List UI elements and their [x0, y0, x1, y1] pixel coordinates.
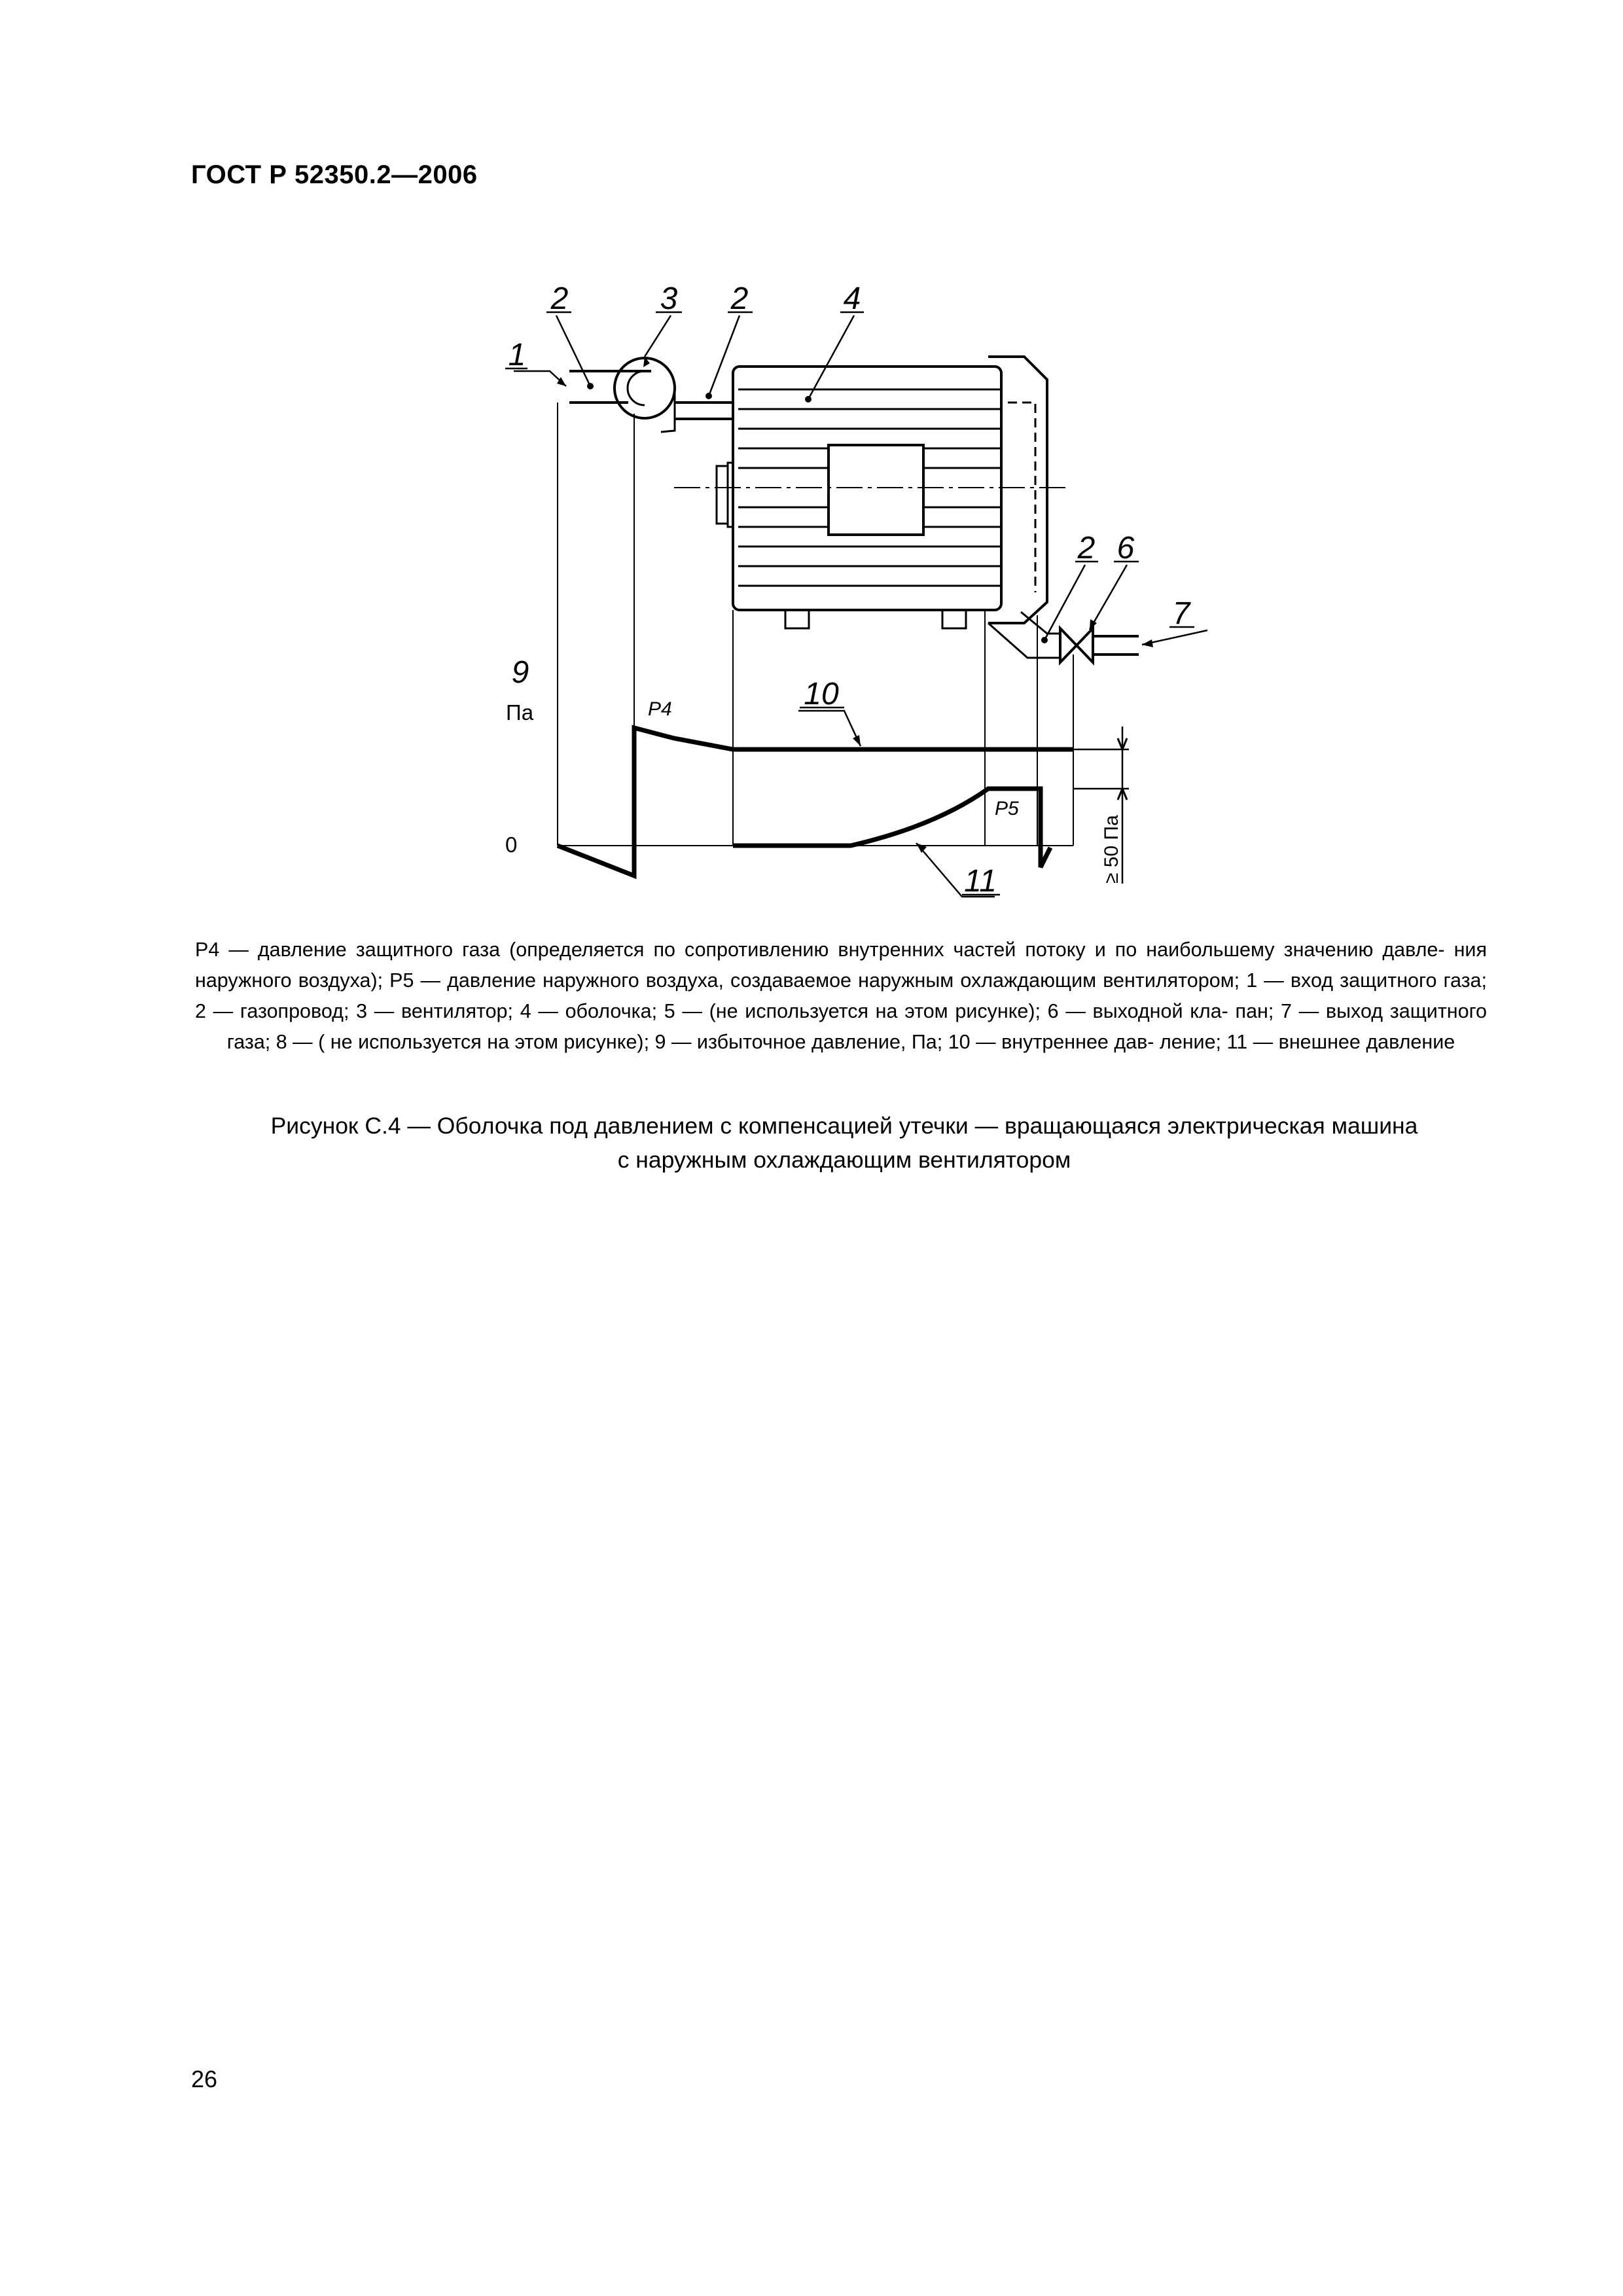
axis-unit-label: Па	[506, 700, 534, 725]
terminal-box	[829, 445, 923, 535]
dimension-label: ≥ 50 Па	[1101, 815, 1122, 884]
legend-line: P4 — давление защитного газа (определяется по сопротивлению внутренних частей потоку и по наибольшему значению давле-	[195, 939, 1445, 961]
outlet-pipe-end	[1093, 636, 1139, 655]
label-1: 1	[508, 338, 526, 372]
feet	[785, 610, 966, 628]
label-9: 9	[511, 655, 529, 690]
caption-line-2: с наружным охлаждающим вентилятором	[617, 1147, 1071, 1173]
leader-2a	[556, 315, 590, 386]
pipe-to-enclosure	[675, 403, 733, 419]
leader-4	[808, 315, 854, 399]
outlet-pipe	[988, 612, 1060, 658]
leader-dot	[805, 396, 812, 403]
caption-line-1: Рисунок С.4 — Оболочка под давлением с компенсацией утечки — вращающаяся электрическая машина	[270, 1113, 1418, 1139]
arrowhead	[916, 843, 927, 853]
leader-dot	[1041, 637, 1048, 643]
outlet-valve	[1060, 628, 1093, 662]
arrowhead	[1142, 639, 1153, 647]
label-3: 3	[660, 281, 678, 316]
leader-dot	[587, 383, 594, 389]
cowl-inner	[1008, 403, 1035, 592]
leader-3	[645, 315, 671, 357]
leader-6	[1090, 565, 1127, 630]
legend-line: ление; 11 — внешнее давление	[1159, 1031, 1455, 1053]
label-underlines	[505, 312, 1194, 895]
leader-2b	[709, 315, 740, 396]
shaft	[717, 463, 733, 527]
figure-caption	[196, 1109, 1492, 1177]
label-6: 6	[1116, 531, 1135, 565]
page-number: 26	[191, 2066, 218, 2092]
p5-label: P5	[995, 798, 1019, 819]
label-11: 11	[964, 864, 997, 899]
leader-dot	[705, 393, 712, 399]
figure-legend	[195, 935, 1487, 1058]
label-10: 10	[804, 677, 839, 711]
document-header: ГОСТ Р 52350.2—2006	[191, 160, 478, 189]
fan-inner	[628, 371, 645, 405]
fan-outer	[615, 358, 675, 418]
fan-cowl	[988, 357, 1047, 623]
label-2b: 2	[730, 281, 749, 316]
leader-10	[798, 711, 861, 746]
label-7: 7	[1172, 596, 1190, 631]
arrowhead	[853, 735, 861, 746]
legend-line: пан; 7 — выход защитного газа; 8 — ( не используется на этом рисунке); 9 — избыточное давление, Па; 10 — внутреннее дав-	[226, 1000, 1488, 1053]
legend-line: ния наружного воздуха); P5 — давление наружного воздуха, создаваемое наружным охлаждающим вентилятором; 1 — вход	[195, 939, 1487, 992]
label-4: 4	[843, 281, 861, 316]
inlet-pipe	[569, 371, 651, 403]
label-2a: 2	[550, 281, 569, 316]
p4-label: P4	[648, 698, 672, 720]
axis-zero-label: 0	[505, 833, 518, 857]
legend-line: защитного газа; 2 — газопровод; 3 — вентилятор; 4 — оболочка; 5 — (не используется на этом рисунке); 6 — выходной кла-	[195, 969, 1487, 1022]
label-2c: 2	[1077, 531, 1096, 565]
leader-2c	[1044, 565, 1085, 640]
